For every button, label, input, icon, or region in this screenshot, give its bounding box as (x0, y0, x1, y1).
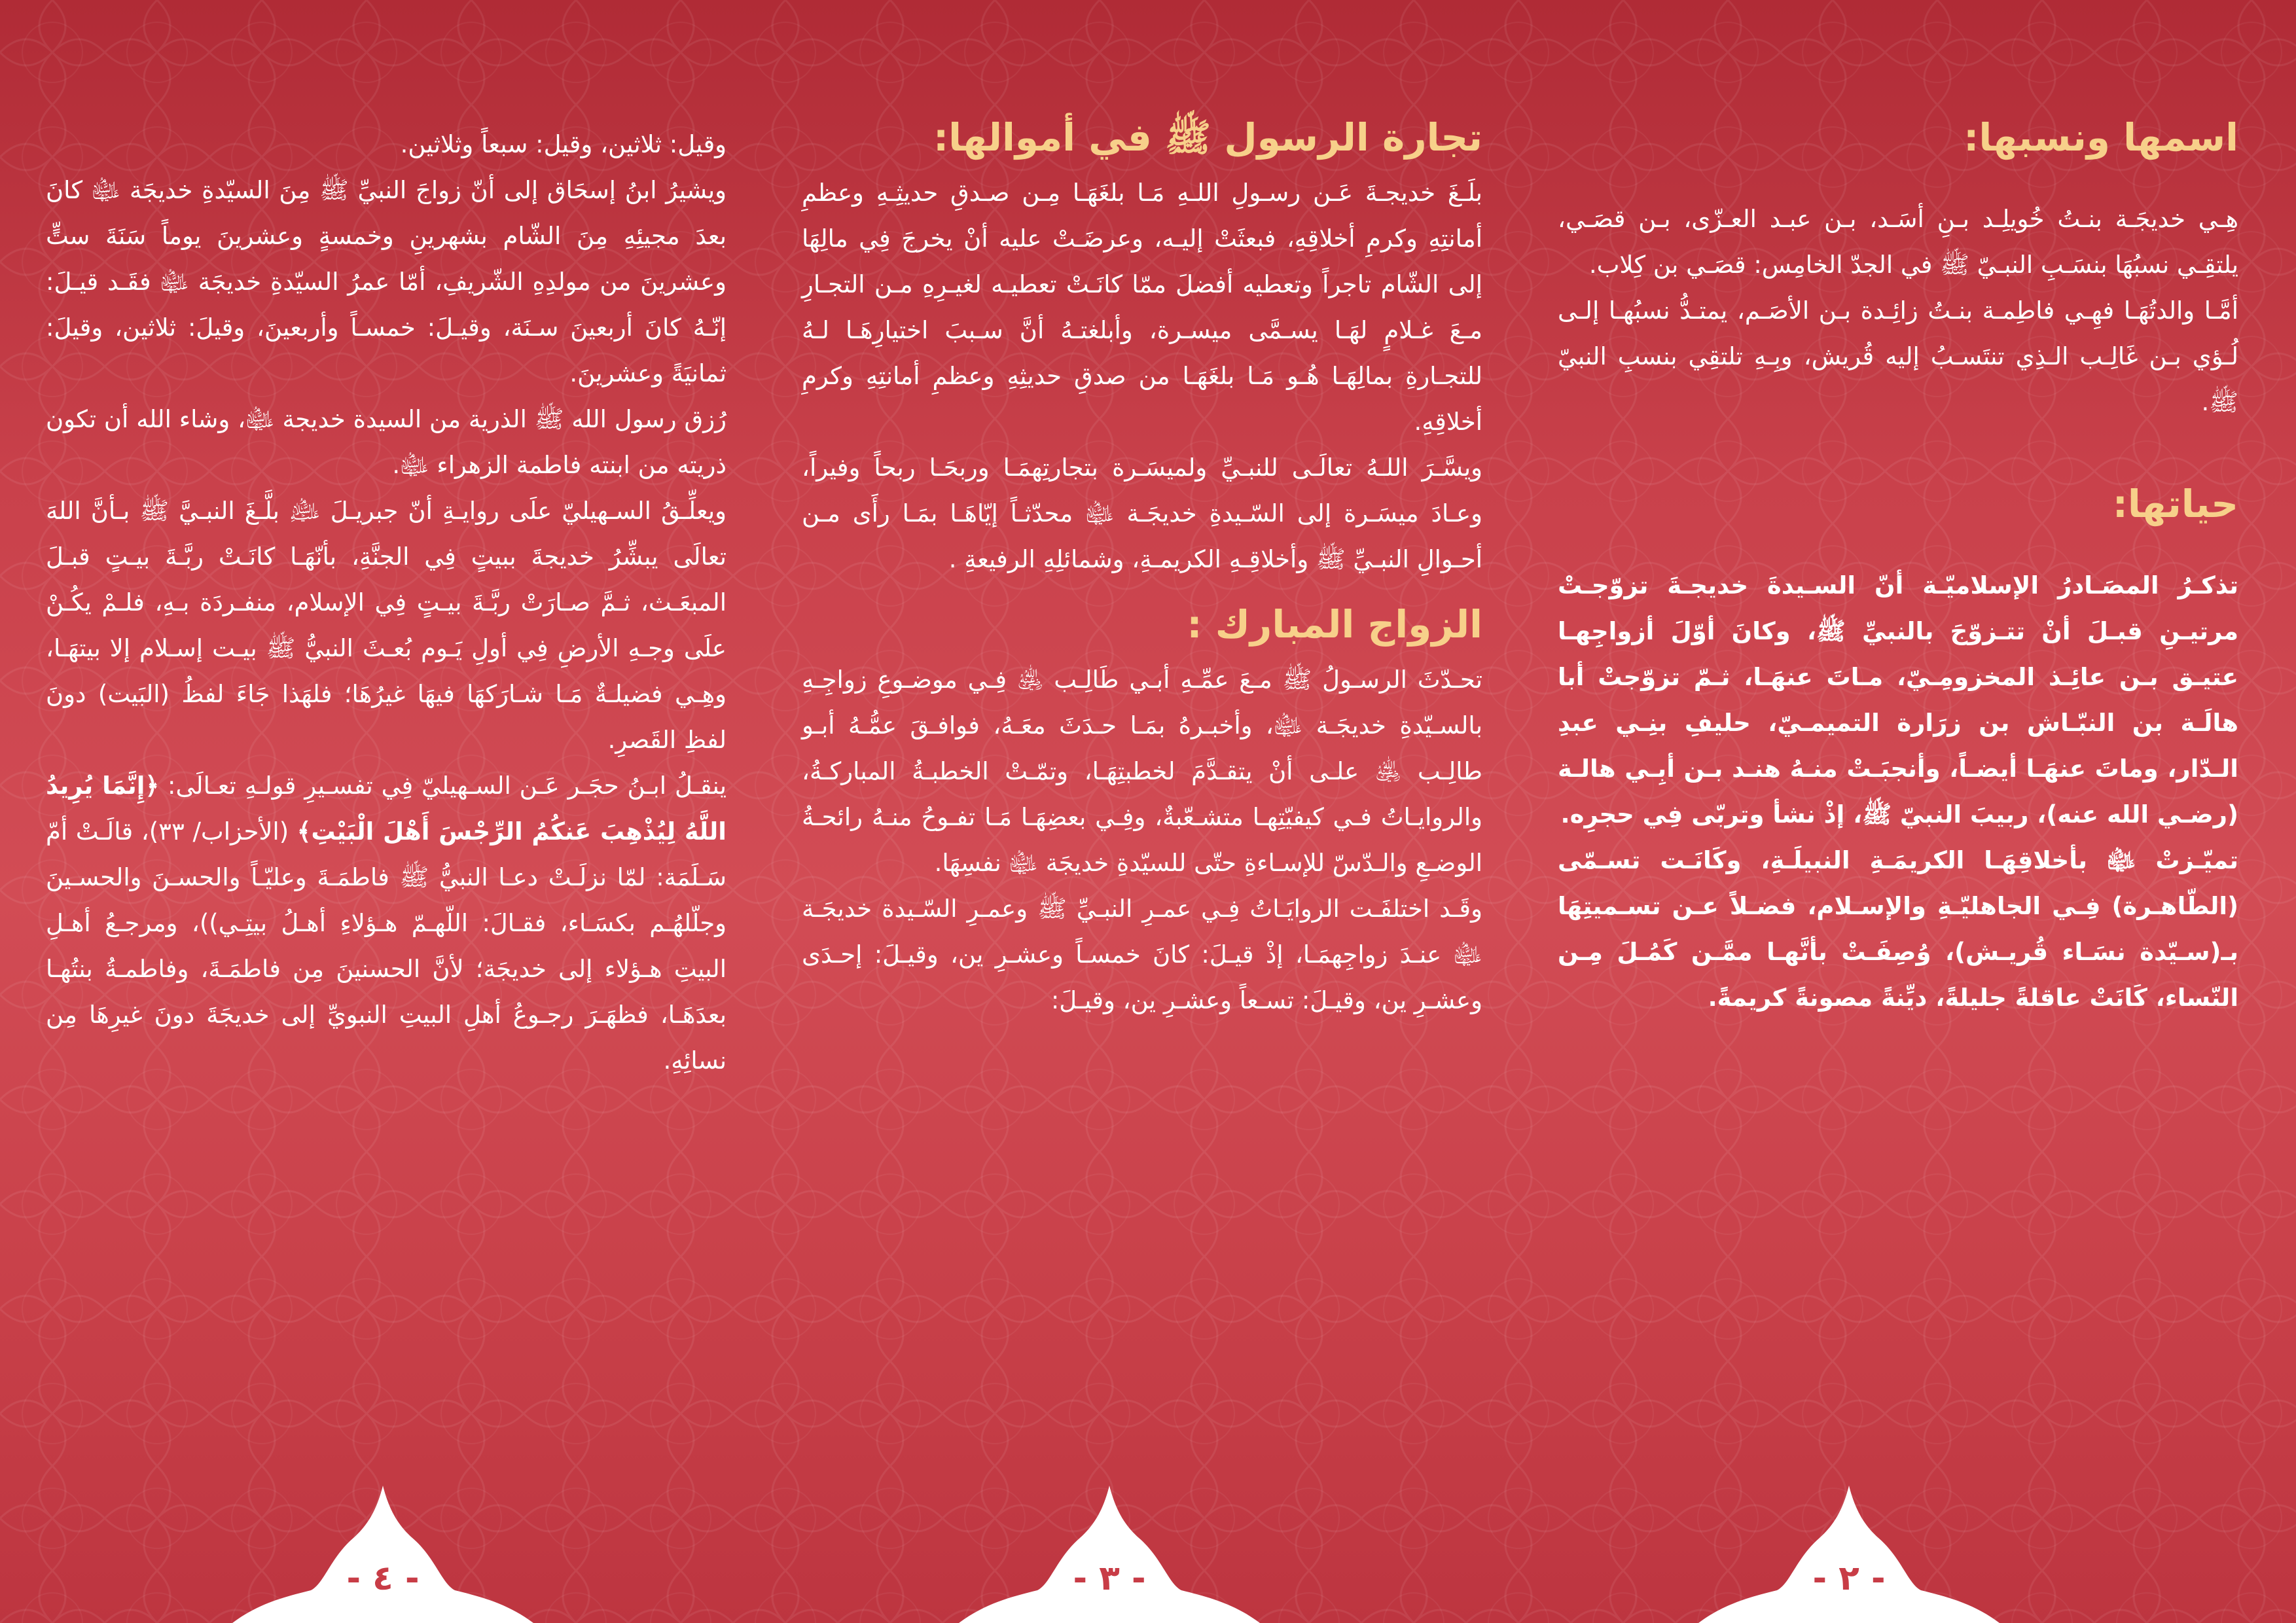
dome-tab-shape (232, 1486, 533, 1623)
name-paragraph-1: هِـي خديجَـة بنـتُ خُويلِـد بـنِ أسَـد، بـن عبـد العـزّى، بـن قصَـي، يلتقِـي نسبُهَا بنسَـبِ النبـيّ ﷺ في الجدّ الخامِس: قصَـي بن كِلاب. (1558, 205, 2238, 279)
left-paragraph-3: رُزق رسول الله ﷺ الذرية من السيدة خديجة ﵍، وشاء الله أن تكون ذريته من ابنته فاطمة الزهراء ﵍. (46, 405, 726, 479)
marriage-paragraph-1: تحـدّثَ الرسـولُ ﷺ مـعَ عمِّـهِ أبـي طَالِـب ﵁ فِـي موضـوعِ زواجِـهِ بالسـيّدةِ خديجَـة ﵍، وأخبـرهُ بمَـا حـدَثَ معَـهُ، فوافـقَ عمُّـهُ أبـو طالِـب ﵁ علـى أنْ يتقـدَّمَ لخطبتِهَـا، وتمّـتْ الخطبـةُ المباركـةُ، والروايـاتُ فـي كيفيّتِهـا متشـعّبةٌ، وفِـي بعضِهَـا مَـا تفـوحُ منـهُ رائحـةُ الوضـعِ والـدّسّ للإسـاءةِ حتّى للسيّدةِ خديجَة ﵍ نفسِهَا. (802, 666, 1482, 877)
page-two-column (1558, 105, 2238, 1021)
trade-heading: تجارة الرسول ﷺ في أموالها: (933, 115, 1482, 160)
quote-rest: (الأحزاب/ ٣٣)، قالَـتْ أمّ سَـلَمَة: لمّا نزلَـتْ دعـا النبيُّ ﷺ فاطمَـةَ وعليّـاً والحسـنَ والحسـينَ وجلّلهُـم بكسَـاء، فقـالَ: اللّهـمّ هـؤلاءِ أهـلُ بيتِـي))، ومرجـعُ أهـلِ البيتِ هـؤلاء إلى خديجَة؛ لأنَّ الحسنينَ مِن فاطمَـةَ، وفاطمـةُ بنتُهـا بعدَهَـا، فظهَـرَ رجـوعُ أهلِ البيتِ النبويِّ إلى خديجَةَ دونَ غيرِهَا مِن نسائِهِ. (46, 817, 726, 1075)
page-number-tab-4 (232, 1486, 533, 1623)
life-paragraph-1: تذكـرُ المصَـادرُ الإسلاميّـة أنّ السـيدةَ خديجـةَ تزوّجـتْ مرتيـنِ قبـلَ أنْ تتـزوّجَ بالنبيِّ ﷺ، وكانَ أوّلَ أزواجِهـا عتيـق بـن عائِـذ المخزومِـيّ، مـاتَ عنهَـا، ثـمّ تزوّجتْ أبا هالَـة بن النبّـاش بن زرَارة التميمـيّ، حليفِ بنِـي عبدِ الـدّار، وماتَ عنهَـا أيضـاً، وأنجبَـتْ منـهُ هنـد بـن أبِـي هالـة (رضـي الله عنه)، ربيبَ النبيّ ﷺ، إذْ نشأ وتربّى فِي حجرِه. (1558, 571, 2238, 829)
left-paragraph-4: ويعلِّـقُ السـهيليّ علَى روايـةِ أنّ جبريـلَ ﵇ بلَّـغَ النبـيَّ ﷺ بـأنَّ اللهَ تعالَى يبشِّرُ خديجةَ ببيتٍ فِي الجنَّةِ، بأنّهَـا كانَـتْ ربَّـةَ بيـتٍ قبـلَ المبعَـث، ثـمَّ صـارَتْ ربَّـةَ بيـتٍ فِي الإسلام، منفـردَة بـهِ، فلـمْ يكُـنْ علَى وجـهِ الأرضِ فِي أولِ يَـوم بُعـثَ النبيُّ ﷺ بيـت إسـلام إلا بيتهَـا، وهِـي فضيلـةٌ مَـا شـارَكهَا فيهَا غيرُهَا؛ فلهَذا جَاءَ لفظُ (البَيت) دونَ لفظِ القَصرِ. (46, 497, 726, 754)
name-lineage-heading: اسمها ونسبها: (1964, 115, 2238, 160)
dome-tab-shape (959, 1486, 1260, 1623)
trade-paragraph-1: بلَـغَ خديجـةَ عَـن رسـولِ اللـهِ مَـا بلغَهَـا مِـن صـدقِ حديثِـهِ وعظمِ أمانتِهِ وكرمِ أخلاقِهِ، فبعثَتْ إليـه، وعرضَـتْ عليه أنْ يخرجَ فِي مالِهَا إلى الشّام تاجراً وتعطيه أفضلَ ممّا كانَـتْ تعطيـه لغيـرِهِ مـن التجـارِ مـعَ غـلامٍ لهَـا يسـمَّى ميسـرة، وأبلغتـهُ أنَّ سـببَ اختيارِهَـا لـهُ للتجـارةِ بمالِهَـا هُـو مَـا بلغَهَـا من صدقِ حديثِهِ وعظمِ أمانتِهِ وكرمِ أخلاقِهِ. (802, 179, 1482, 436)
marriage-paragraph-2: وقَـد اختلفَـت الروايَـاتُ فِـي عمـرِ النبـيِّ ﷺ وعمـرِ السّـيدة خديجَـة ﵍ عنـدَ زواجِهمَـا، إذْ قيـلَ: كانَ خمسـاً وعشـرِ ين، وقيـلَ: إحـدَى وعشـرِ ين، وقيـلَ: تسـعاً وعشـرِ ين، وقيـلَ: (802, 895, 1482, 1014)
page-number-tab-2 (1698, 1486, 2000, 1623)
quran-verse: ﴿إِنَّمَا يُرِيدُ اللَّهُ لِيُذْهِبَ عَنكُمُ الرِّجْسَ أَهْلَ الْبَيْتِ﴾ (46, 772, 726, 846)
dome-tab-shape (1698, 1486, 2000, 1623)
page-number-3: - ٣ - (1073, 1559, 1146, 1598)
quote-intro: ينقـلُ ابـنُ حجَـر عَـن السـهيليّ فِي تفسـيرِ قولـهِ تعـالَى: (159, 772, 726, 800)
marriage-heading: الزواج المبارك : (1187, 602, 1482, 647)
page-number-tab-3 (959, 1486, 1260, 1623)
life-heading: حياتها: (2112, 482, 2238, 526)
page-number-2: - ٢ - (1812, 1559, 1886, 1598)
page-four-column (46, 122, 726, 1084)
page-number-4: - ٤ - (346, 1559, 420, 1598)
name-paragraph-2: أمَّـا والدتُهَـا فهِـي فاطِمـة بنـتُ زائِـدة بـن الأصَـم، يمتـدُّ نسبُهـا إلـى لُـؤي بـن غَالِـب الـذِي تنتَسـبُ إليه قُريش، وبِـهِ تلتقِي بنسبِ النبيّ ﷺ. (1558, 296, 2238, 416)
quote-paragraph (46, 763, 726, 1084)
left-paragraph-2: ويشيرُ ابنُ إسحَاق إلى أنّ زواجَ النبيِّ ﷺ مِنَ السيّدةِ خديجَة ﵍ كانَ بعدَ مجيئِهِ مِنَ الشّام بشهرينِ وخمسةٍ وعشرينَ يوماً سَنَةَ ستٍّ وعشرينَ من مولدِهِ الشّريفِ، أمّا عمرُ السيّدةِ خديجَة ﵍ فقَـد قيـلَ: إنّـهُ كانَ أربعينَ سـنَة، وقيـلَ: خمسـاً وأربعينَ، وقيلَ: ثلاثين، وقيلَ: ثمانيَةً وعشرينَ. (46, 176, 726, 387)
life-paragraph-2: تميّـزتْ ﵍ بأخلاقِهَـا الكريمَـةِ النبيلَـةِ، وكَانَـت تسـمّى (الطّاهـرة) فِـي الجاهليّـةِ والإسـلام، فضـلاً عـن تسـميتِهَا بـ(سـيّدة نسَـاء قُريـش)، وُصِفَـتْ بأنَّهـا ممَّـن كَمُـلَ مِـن النّساء، كَانَتْ عاقلةً جليلةً، ديِّنةً مصونةً كريمةً. (1558, 846, 2238, 1012)
trade-paragraph-2: ويسَّـرَ اللـهُ تعالَـى للنبـيِّ ولميسَـرة بتجارتِهمَـا وربحَـا ربحاً وفيراً، وعـادَ ميسَـرة إلى السّـيدةِ خديجَـة ﵍ محدّثـاً إيّاهَـا بمَـا رأَى مـن أحـوالِ النبـيِّ ﷺ وأخلاقِـهِ الكريمـةِ، وشمائلِهِ الرفيعةِ . (802, 454, 1482, 573)
left-paragraph-1: وقيل: ثلاثين، وقيل: سبعاً وثلاثين. (400, 130, 726, 158)
page-three-column (802, 105, 1482, 1024)
